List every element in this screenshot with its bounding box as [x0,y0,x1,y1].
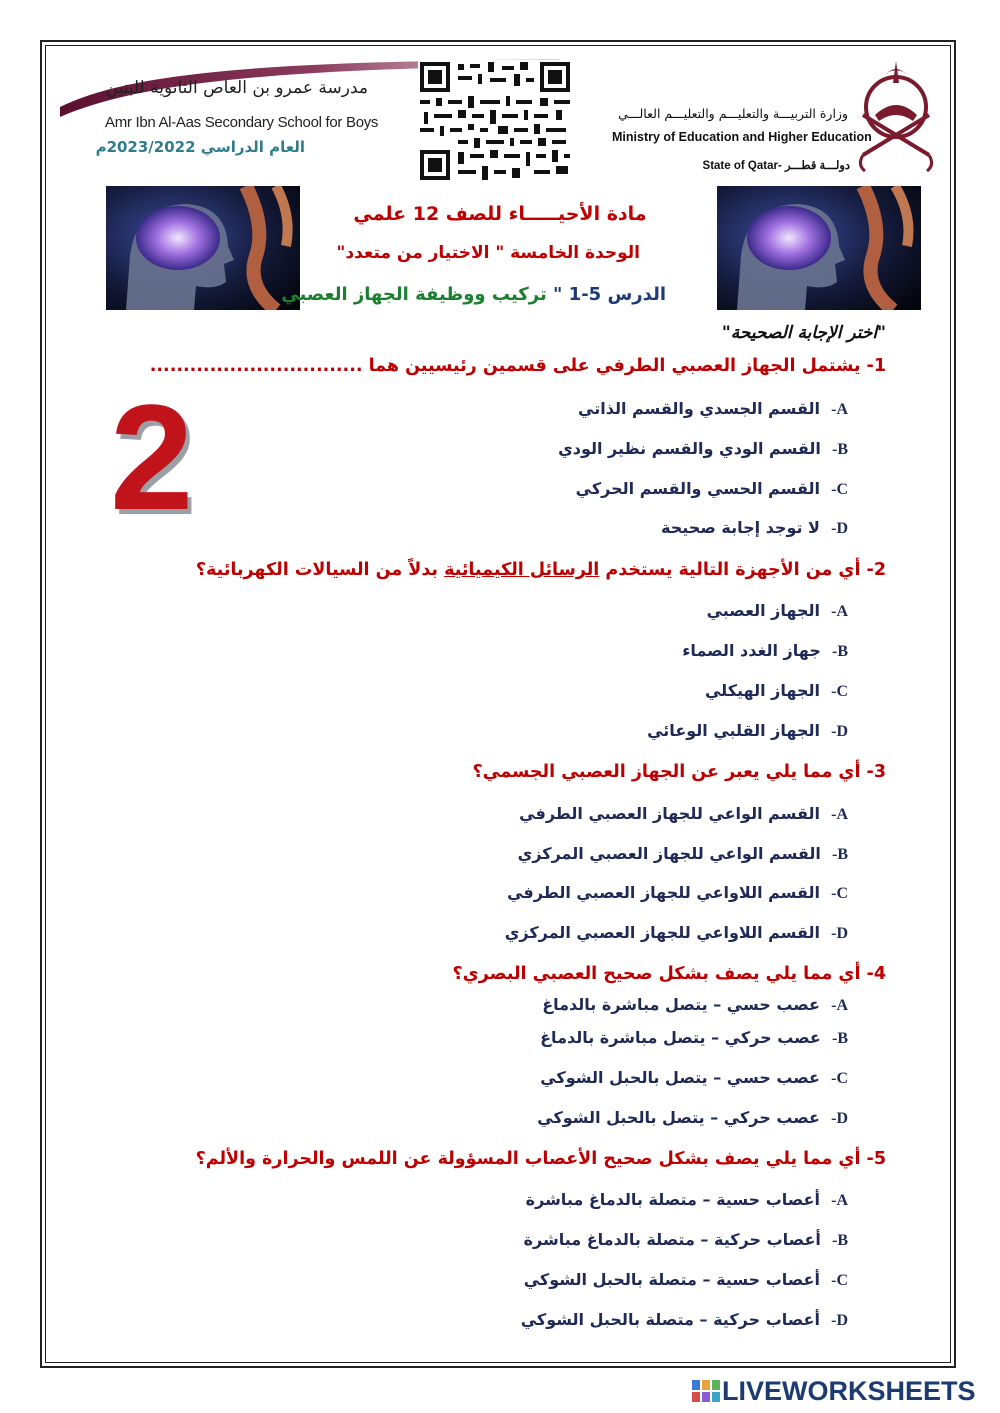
question-1: 1- يشتمل الجهاز العصبي الطرفي على قسمين رئيسيين هما ................................ [149,356,886,376]
liveworksheets-brand[interactable] [692,1376,992,1408]
instruction: "اختر الإجابة الصحيحة" [721,323,886,343]
lesson-title [281,284,666,305]
subject-title: مادة الأحيـــــاء للصف 12 علمي [353,203,647,225]
school-year: العام الدراسي 2023/2022م [95,138,305,156]
q1-option-b[interactable]: B- القسم الودي والقسم نظير الودي [558,439,848,458]
qatar-emblem-icon [855,55,937,175]
question-3: 3- أي مما يلي يعبر عن الجهاز العصبي الجسمي؟ [472,762,886,782]
q5-option-b[interactable]: B- أعصاب حركية – متصلة بالدماغ مباشرة [523,1230,848,1249]
q2-option-b[interactable]: B- جهاز الغدد الصماء [682,641,848,660]
q1-option-d[interactable]: D- لا توجد إجابة صحيحة [661,518,848,537]
q3-option-d[interactable]: D- القسم اللاواعي للجهاز العصبي المركزي [504,923,848,942]
q1-option-c[interactable]: C- القسم الحسي والقسم الحركي [575,479,848,498]
question-4: 4- أي مما يلي يصف بشكل صحيح العصبي البصري؟ [452,964,886,984]
brain-image-right [717,186,921,310]
school-name-english: Amr Ibn Al-Aas Secondary School for Boys [105,114,379,131]
q4-option-d[interactable]: D- عصب حركي – يتصل بالحبل الشوكي [537,1108,848,1127]
liveworksheets-text: LIVEWORKSHEETS [722,1376,976,1406]
unit-title: الوحدة الخامسة " الاختيار من متعدد" [336,243,640,263]
q5-option-c[interactable]: C- أعصاب حسية – متصلة بالحبل الشوكي [523,1270,848,1289]
ministry-name-english: Ministry of Education and Higher Education [612,130,872,144]
q2-option-c[interactable]: C- الجهاز الهيكلي [704,681,848,700]
q4-option-c[interactable]: C- عصب حسي – يتصل بالحبل الشوكي [540,1068,848,1087]
q3-option-a[interactable]: A- القسم الواعي للجهاز العصبي الطرفي [519,804,848,823]
brain-image-left [106,186,300,310]
q2-option-a[interactable]: A- الجهاز العصبي [706,601,848,620]
qr-code-icon [418,60,572,182]
q5-option-a[interactable]: A- أعصاب حسية – متصلة بالدماغ مباشرة [525,1190,848,1209]
q4-option-b[interactable]: B- عصب حركي – يتصل مباشرة بالدماغ [540,1028,848,1047]
question-5: 5- أي مما يلي يصف بشكل صحيح الأعصاب المسؤولة عن اللمس والحرارة والألم؟ [195,1149,886,1169]
q5-option-d[interactable]: D- أعصاب حركية – متصلة بالحبل الشوكي [520,1310,848,1329]
q3-option-b[interactable]: B- القسم الواعي للجهاز العصبي المركزي [517,844,848,863]
state-of-qatar: State of Qatar- دولـــة قطـــر [702,160,850,172]
question-2: 2- أي من الأجهزة التالية يستخدم الرسائل الكيميائية بدلاً من السيالات الكهربائية؟ [195,560,886,580]
q3-option-c[interactable]: C- القسم اللاواعي للجهاز العصبي الطرفي [507,883,848,902]
q1-option-a[interactable]: A- القسم الجسدي والقسم الذاتي [578,399,848,418]
lesson-label: الدرس 5-1 " [553,284,666,305]
worksheet-number: 2 [110,373,194,541]
liveworksheets-logo-icon [692,1380,720,1404]
ministry-name-arabic: وزارة التربيـــة والتعليـــم والتعليـــم العالـــي [618,106,848,121]
lesson-name: تركيب ووظيفة الجهاز العصبي [281,284,547,305]
school-name-arabic: مدرسة عمرو بن العاص الثانوية للبنين [105,78,368,98]
q4-option-a[interactable]: A- عصب حسي – يتصل مباشرة بالدماغ [542,995,848,1014]
q2-option-d[interactable]: D- الجهاز القلبي الوعائي [647,721,848,740]
